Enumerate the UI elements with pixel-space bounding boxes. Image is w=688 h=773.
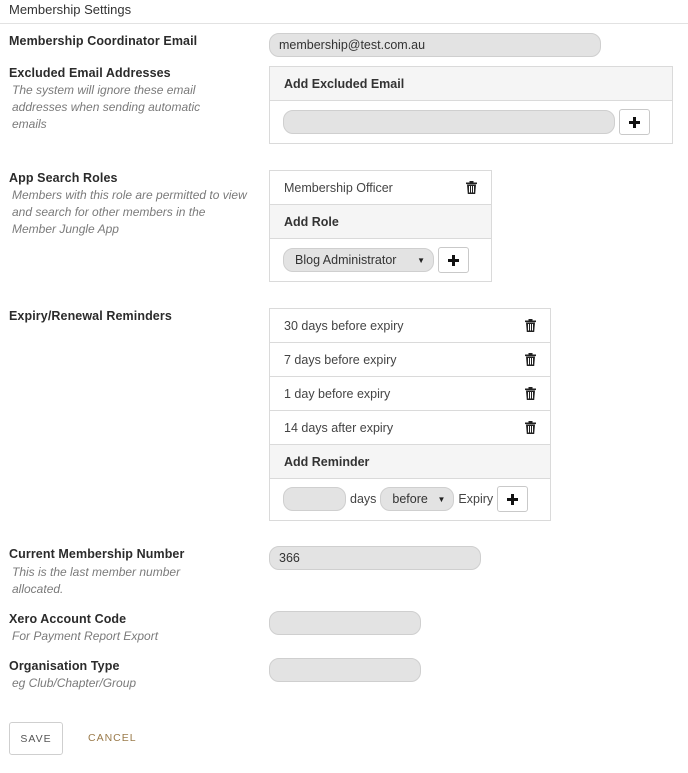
save-button[interactable]: SAVE: [9, 722, 63, 755]
add-role-button[interactable]: [438, 247, 469, 273]
coordinator-email-label: Membership Coordinator Email: [9, 34, 198, 48]
reminders-label: Expiry/Renewal Reminders: [9, 309, 172, 323]
excluded-emails-panel-title: Add Excluded Email: [270, 67, 672, 101]
organisation-type-label: Organisation Type: [9, 659, 120, 673]
coordinator-email-input[interactable]: membership@test.com.au: [269, 33, 601, 57]
reminders-panel: [269, 308, 551, 521]
app-search-roles-panel: [269, 170, 492, 282]
excluded-emails-panel: [269, 66, 673, 144]
reminder-item-label: 1 day before expiry: [284, 386, 391, 401]
reminder-item: [270, 377, 550, 411]
plus-icon: [448, 255, 459, 266]
reminder-item-label: 7 days before expiry: [284, 352, 397, 367]
trash-icon[interactable]: [525, 353, 536, 366]
title-divider: [0, 23, 688, 24]
reminder-item: [270, 411, 550, 445]
add-reminder-panel-title: Add Reminder: [270, 445, 550, 479]
trash-icon[interactable]: [525, 421, 536, 434]
role-item: [270, 171, 491, 205]
trash-icon[interactable]: [466, 181, 477, 194]
role-select[interactable]: [283, 248, 434, 272]
reminder-direction-select[interactable]: [380, 487, 454, 511]
caret-down-icon: ▼: [437, 494, 446, 504]
add-role-panel-title: Add Role: [270, 205, 491, 239]
app-search-roles-label: App Search Roles: [9, 171, 118, 185]
role-select-value: Blog Administrator: [295, 253, 397, 267]
xero-code-input[interactable]: [269, 611, 421, 635]
current-number-help: This is the last member number allocated.: [12, 565, 181, 596]
current-number-label: Current Membership Number: [9, 547, 185, 561]
app-search-roles-help: Members with this role are permitted to view and search for other members in the Member Jungle App: [12, 188, 247, 236]
role-item-label: Membership Officer: [284, 180, 393, 195]
caret-down-icon: ▼: [417, 255, 425, 265]
plus-icon: [629, 117, 640, 128]
excluded-emails-help: The system will ignore these email addresses when sending automatic emails: [12, 83, 201, 131]
add-excluded-email-button[interactable]: [619, 109, 650, 135]
reminder-item-label: 14 days after expiry: [284, 420, 394, 435]
days-label: days: [350, 492, 377, 506]
xero-code-label: Xero Account Code: [9, 612, 127, 626]
reminder-direction-value: before: [392, 492, 428, 506]
excluded-emails-label: Excluded Email Addresses: [9, 66, 171, 80]
reminder-days-input[interactable]: [283, 487, 346, 511]
page-title: Membership Settings: [9, 2, 132, 17]
xero-code-help: For Payment Report Export: [12, 629, 159, 643]
add-reminder-button[interactable]: [497, 486, 528, 512]
plus-icon: [507, 494, 518, 505]
trash-icon[interactable]: [525, 387, 536, 400]
expiry-label: Expiry: [458, 492, 494, 506]
current-number-input[interactable]: 366: [269, 546, 481, 570]
trash-icon[interactable]: [525, 319, 536, 332]
excluded-email-input[interactable]: [283, 110, 615, 134]
reminder-item-label: 30 days before expiry: [284, 318, 404, 333]
reminder-item: [270, 343, 550, 377]
reminder-item: [270, 309, 550, 343]
organisation-type-help: eg Club/Chapter/Group: [12, 676, 137, 690]
cancel-button[interactable]: CANCEL: [88, 732, 137, 744]
organisation-type-input[interactable]: [269, 658, 421, 682]
